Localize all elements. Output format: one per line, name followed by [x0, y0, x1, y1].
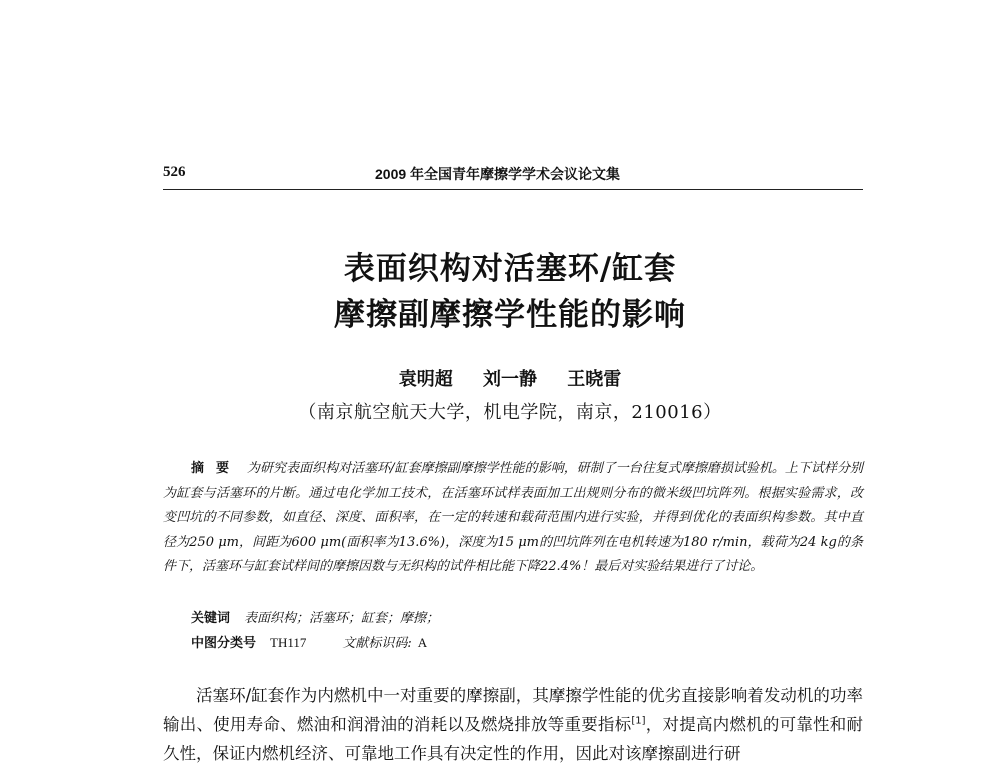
citation-ref[interactable]: [1] — [631, 715, 646, 727]
keywords-text: 表面织构；活塞环；缸套；摩擦； — [244, 611, 440, 626]
affiliation: （南京航空航天大学，机电学院，南京，210016） — [298, 402, 722, 423]
body-text-start: 活塞环/缸套作为内燃机中一对重要的摩擦副，其摩擦学性能的优劣直接影响着发动机的功率输出、使用寿命、燃油和润滑油的消耗以及燃烧排放等重要指标 — [163, 686, 863, 734]
classification-code: TH117 — [270, 635, 307, 650]
running-header — [163, 164, 863, 188]
abstract-label: 摘要 — [191, 461, 242, 476]
body-paragraph — [163, 681, 863, 768]
title-line-2: 摩擦副摩擦学性能的影响 — [334, 297, 686, 333]
keywords-label: 关键词 — [191, 611, 231, 626]
paper-title — [200, 246, 820, 338]
author-name: 袁明超 — [398, 369, 453, 390]
abstract-text: 为研究表面织构对活塞环/缸套摩擦副摩擦学性能的影响，研制了一台往复式摩擦磨损试验机。上下试样分别为缸套与活塞环的片断。通过电化学加工技术，在活塞环试样表面加工出规则分布的微米级凹坑阵列。根据实验需求，改变凹坑的不同参数，如直径、深度、面积率，在一定的转速和载荷范围内进行实验，并得到优化的表面织构参数。其中直径为250 μm，间距为600 μm(面积率为13.6%)，深度为15 μm的凹坑阵列在电机转速为180 r/min，载荷为24 kg的条件下，活塞环与缸套试样间的摩擦因数与无织构的试件相比能下降22.4%！最后对实验结果进行了讨论。 — [163, 461, 863, 574]
title-line-1: 表面织构对活塞环/缸套 — [343, 251, 677, 287]
author-list — [200, 365, 820, 391]
document-code-label: 文献标识码: — [342, 636, 412, 651]
keywords — [191, 607, 863, 626]
classification-line — [191, 632, 863, 651]
author-name: 王晓雷 — [567, 369, 622, 390]
abstract — [163, 457, 863, 580]
header-divider — [163, 189, 863, 190]
classification-label: 中图分类号 — [191, 636, 257, 651]
document-code: A — [417, 635, 428, 650]
author-name: 刘一静 — [483, 369, 537, 390]
journal-title: 2009 年全国青年摩擦学学术会议论文集 — [375, 166, 621, 182]
body-text-end: ，对提高内燃机的可靠性和耐久性，保证内燃机经济、可靠地工作具有决定性的作用，因此对该摩擦副进行研 — [163, 715, 864, 763]
page-number: 526 — [163, 164, 186, 180]
